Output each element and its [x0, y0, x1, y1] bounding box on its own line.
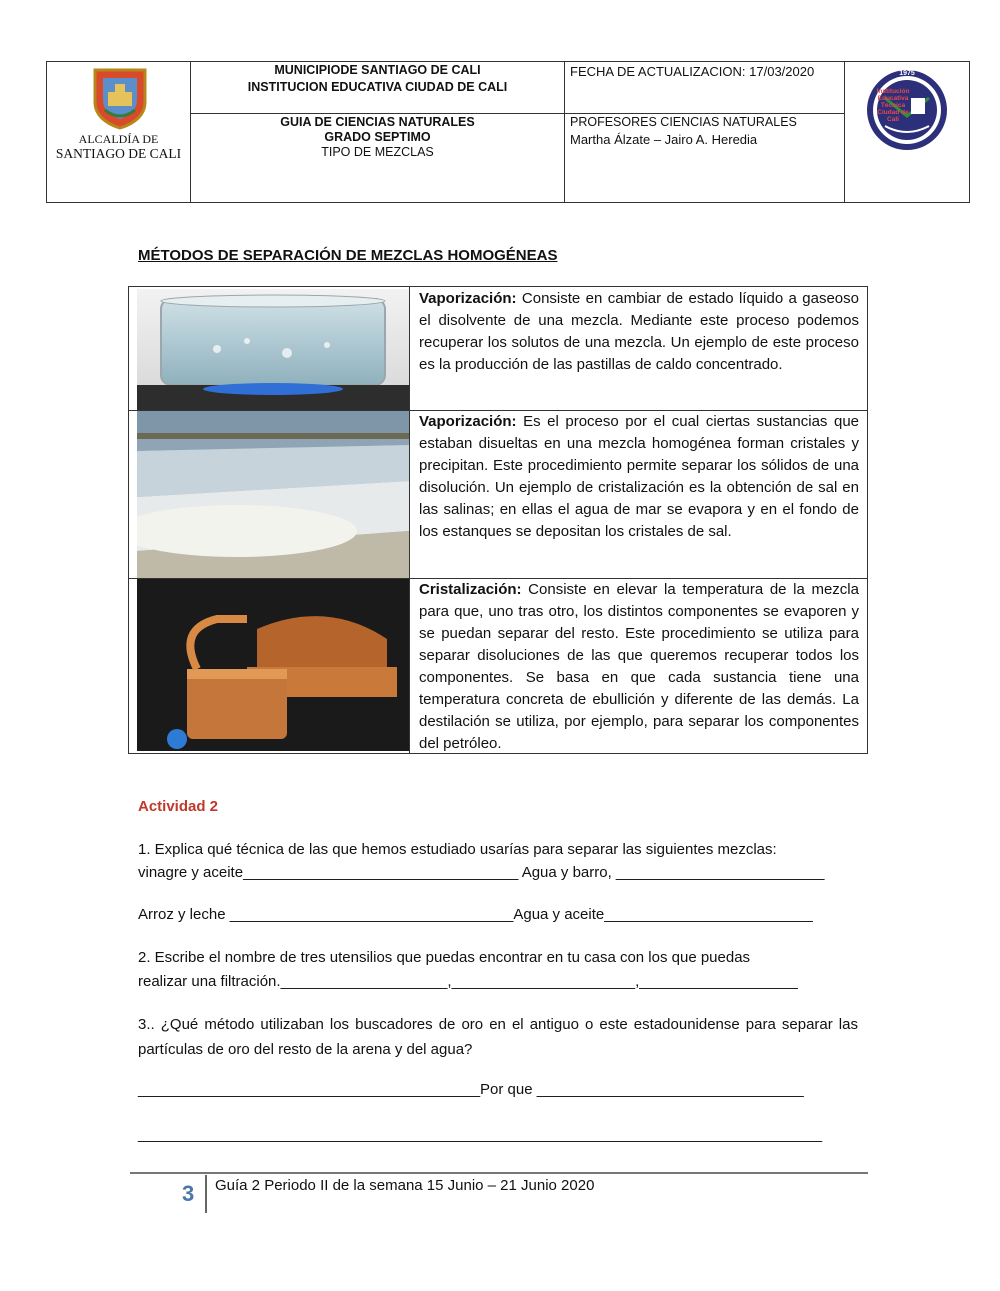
municipality-label: MUNICIPIODE SANTIAGO DE CALI: [274, 63, 481, 77]
topic-label: TIPO DE MEZCLAS: [321, 145, 434, 159]
q3-porque-blank[interactable]: ________________________________: [536, 1081, 804, 1098]
question-1-text: 1. Explica qué técnica de las que hemos estudiado usarías para separar las siguientes mezclas:: [138, 841, 777, 858]
method-1-name: Vaporización:: [419, 290, 517, 307]
update-date: FECHA DE ACTUALIZACION: 17/03/2020: [570, 64, 815, 79]
boiling-water-image: [137, 289, 409, 410]
method-3-name: Cristalización:: [419, 581, 522, 598]
header-divider: [564, 62, 565, 202]
logo-line-1: ALCALDÍA DE: [78, 132, 159, 146]
method-1-description: Consiste en cambiar de estado líquido a gaseoso el disolvente de una mezcla. Mediante este proceso podemos recuperar los solutos de una mezcla. Un ejemplo de este proceso es la producción de las pastillas de caldo concentrado.: [419, 290, 859, 373]
activity-title: Actividad 2: [138, 798, 219, 815]
question-1-line-1: [138, 862, 824, 884]
q3-porque-label: Por que: [480, 1081, 537, 1098]
q1-arroz-leche-label: Arroz y leche: [138, 906, 230, 923]
question-3-line-2[interactable]: __________________________________________________________________________________: [138, 1126, 823, 1143]
q1-agua-barro-label: Agua y barro,: [518, 864, 616, 881]
header-table: [46, 61, 970, 203]
q1-agua-barro-blank[interactable]: _________________________: [615, 864, 825, 881]
seal-line-2: Educativa: [877, 95, 909, 102]
salt-flats-image: [137, 411, 409, 578]
q1-vinagre-label: vinagre y aceite: [138, 864, 244, 881]
method-cristalizacion-text: [419, 579, 859, 755]
q1-arroz-leche-blank[interactable]: __________________________________: [229, 906, 514, 923]
copper-still-image: [137, 579, 409, 751]
question-3-line-1: [138, 1079, 804, 1101]
teachers-names: Martha Álzate – Jairo A. Heredia: [570, 132, 758, 147]
seal-top: 1975: [899, 70, 915, 77]
methods-table: [128, 286, 868, 754]
method-vaporizacion-text: [419, 288, 859, 376]
footer-divider: [130, 1172, 868, 1174]
institution-label: INSTITUCION EDUCATIVA CIUDAD DE CALI: [247, 80, 508, 94]
table-column-divider: [409, 287, 410, 753]
q1-vinagre-blank[interactable]: _________________________________: [243, 864, 519, 881]
grade-label: GRADO SEPTIMO: [324, 130, 431, 144]
school-seal: [845, 62, 969, 202]
method-2-name: Vaporización:: [419, 413, 517, 430]
method-2-description: Es el proceso por el cual ciertas sustancias que estaban disueltas en una mezcla homogénea forman cristales y precipitan. Este procedimiento permite separar los sólidos de una disolución. Un ejemplo de cristalización es la obtención de sal en las salinas; en ellas el agua de mar se evapora y en el fondo de los estanques se depositan los cristales de sal.: [419, 413, 859, 540]
question-2-line[interactable]: realizar una filtración.____________________,______________________,___________________: [138, 973, 798, 990]
coat-of-arms-icon: [91, 66, 149, 130]
logo-line-2: SANTIAGO DE CALI: [55, 146, 182, 161]
q1-agua-aceite-label: Agua y aceite: [513, 906, 605, 923]
guide-title: GUIA DE CIENCIAS NATURALES: [280, 115, 475, 129]
alcaldia-logo: [47, 62, 190, 202]
seal-line-3: Técnica: [880, 102, 906, 109]
q1-agua-aceite-blank[interactable]: _________________________: [604, 906, 813, 923]
q3-answer-blank[interactable]: _________________________________________: [138, 1081, 481, 1098]
footer-text: Guía 2 Periodo II de la semana 15 Junio – 21 Junio 2020: [215, 1177, 595, 1194]
method-3-description: Consiste en elevar la temperatura de la mezcla para que, uno tras otro, los distintos componentes se evaporen y se puedan separar del resto. Este procedimiento se utiliza para separar disoluciones de las que queremos recuperar todos los componentes. Se basa en que cada sustancia tiene una temperatura concreta de ebullición y diferente de las demás. La destilación se utiliza, por ejemplo, para separar los componentes del petróleo.: [419, 581, 859, 752]
seal-text: [873, 88, 913, 123]
method-vaporizacion-2-text: [419, 411, 859, 543]
footer-vertical-divider: [205, 1175, 207, 1213]
seal-line-1: Institución: [876, 88, 910, 95]
question-2-text: 2. Escribe el nombre de tres utensilios que puedas encontrar en tu casa con los que puedas: [138, 949, 751, 966]
teachers-label: PROFESORES CIENCIAS NATURALES: [570, 115, 797, 129]
section-title: MÉTODOS DE SEPARACIÓN DE MEZCLAS HOMOGÉNEAS: [138, 247, 558, 264]
question-1-line-2: [138, 904, 813, 926]
question-3-text: 3.. ¿Qué método utilizaban los buscadores de oro en el antiguo o este estadounidense para separar las partículas de oro del resto de la arena y del agua?: [138, 1016, 858, 1058]
seal-line-4: Ciudad de Cali: [877, 109, 909, 123]
page-number: 3: [182, 1181, 195, 1206]
